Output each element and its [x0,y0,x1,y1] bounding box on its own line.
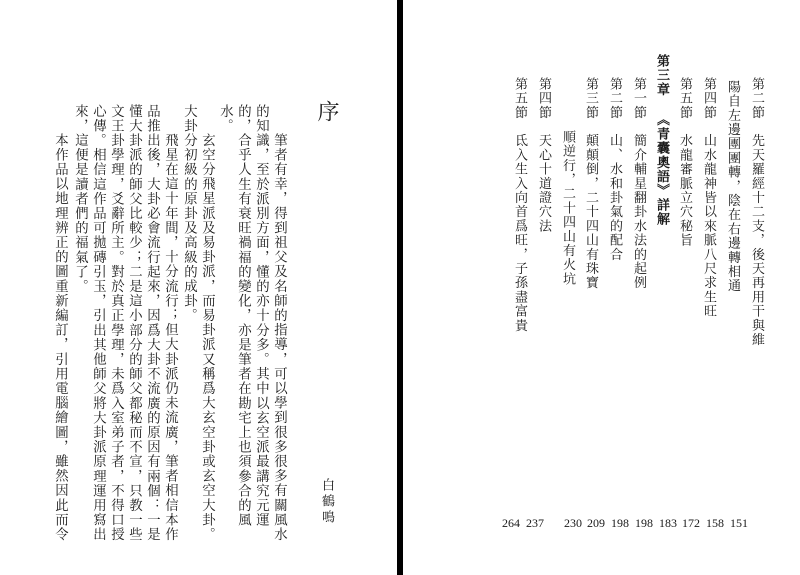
preface-line: 品推出後，大卦必會流行起來，因爲大卦不流廣的原因有兩個：一是 [144,104,160,542]
preface-heading: 序 [314,100,339,126]
page-number: 264 [502,516,520,530]
page-number: 198 [611,516,629,530]
page-number: 209 [587,516,605,530]
toc-entry: 陽自左邊團團轉，陰在右邊轉相通 [725,80,740,293]
toc-entry: 第二節 山、水和卦氣的配合 [607,77,622,262]
page-number: 230 [564,516,582,530]
preface-page [0,0,397,575]
preface-line: 大卦分初級的原卦及高級的成卦。 [181,104,197,323]
page-number: 151 [730,516,748,530]
page-number: 183 [659,516,677,530]
toc-entry: 第二節 先天羅經十二支，後天再用干與維 [749,77,764,347]
preface-line: 玄空分飛星派及易卦派，而易卦派又稱爲大玄空卦或玄空大卦。 [199,133,215,542]
preface-line: 的知識，至於派別方面，懂的亦十分多。其中以玄空派最講究元運 [253,104,269,528]
preface-line: 心傳。相信這作品可拋磚引玉，引出其他師父將大卦派原理運用寫出 [90,104,106,542]
chapter-heading: 第三章 《青囊奧語》詳解 [654,54,669,227]
preface-line: 飛星在這十年間，十分流行；但大卦派仍未流廣，筆者相信本作 [162,133,178,542]
page-number: 172 [682,516,700,530]
preface-author: 白鶴鳴 [319,478,334,526]
toc-entry: 第一節 簡介輔星翻卦水法的起例 [631,77,646,290]
preface-line: 來，這便是讀者們的福氣了。 [72,104,88,294]
toc-entry: 第三節 顛顛倒，二十四山有珠寶 [583,77,598,290]
toc-entry: 第五節 水龍審脈立穴秘旨 [677,77,692,248]
preface-line: 文王卦學理，爻辭所主。對於真正學理，未爲入室弟子者，不得口授 [108,104,124,542]
toc-entry: 第五節 氐入生入向首爲旺，子孫盡富貴 [512,77,527,333]
page-number: 237 [526,516,544,530]
preface-line: 的，合乎人生有衰旺禍福的變化，亦是筆者在勘宅上也須參合的風 [235,104,251,528]
preface-line: 筆者有幸，得到祖父及名師的指導，可以學到很多很多有關風水 [271,133,287,542]
toc-entry: 第四節 天心十道證穴法 [536,77,551,234]
contents-page [403,0,800,575]
preface-line: 水。 [217,104,233,134]
page-number: 158 [706,516,724,530]
toc-entry: 順逆行，二十四山有火坑 [560,130,575,287]
page-number: 198 [635,516,653,530]
toc-entry: 第四節 山水龍神皆以來脈八尺求生旺 [701,77,716,319]
preface-line: 本作品以地理辨正的圖重新編訂，引用電腦繪圖，雖然因此而令 [52,133,68,542]
preface-line: 懂大卦派的師父比較少；二是這小部分的師父都秘而不宣，只教一些 [126,104,142,542]
